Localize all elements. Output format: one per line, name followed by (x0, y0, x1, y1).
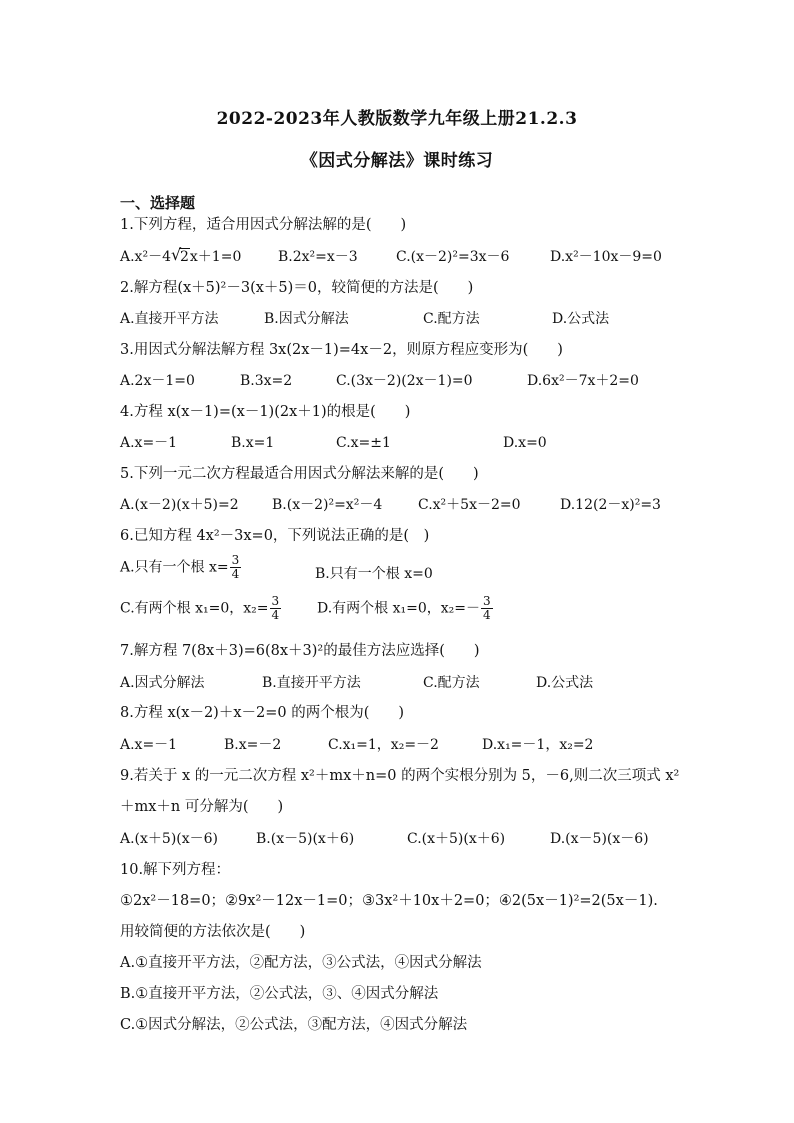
question-6-option-d (317, 595, 494, 622)
question-7-option-a: A.因式分解法 (120, 675, 205, 691)
page-title: 2022-2023年人教版数学九年级上册21.2.3 (216, 109, 578, 129)
question-7-option-c: C.配方法 (423, 675, 480, 691)
question-1-option-a (120, 247, 241, 267)
sqrt-symbol: √ 2 (170, 245, 189, 265)
question-6-option-c (120, 595, 282, 622)
question-4-option-d: D.x=0 (503, 435, 547, 451)
question-5-stem: 5.下列一元二次方程最适合用因式分解法来解的是( ) (120, 466, 479, 482)
question-6-option-a (120, 554, 242, 581)
question-10-ask: 用较简便的方法依次是( ) (120, 924, 306, 940)
option-d-text: D.有两个根 x₁=0，x₂=－ (317, 600, 481, 617)
question-2-option-d: D.公式法 (552, 311, 610, 327)
option-a-text: A.x²－4 (120, 249, 171, 265)
question-3-option-b: B.3x=2 (240, 373, 293, 389)
question-5-option-b: B.(x－2)²=x²－4 (272, 497, 383, 513)
question-3-option-a: A.2x－1=0 (120, 373, 195, 389)
question-4-option-b: B.x=1 (231, 435, 275, 451)
question-6-option-b: B.只有一个根 x=0 (315, 566, 433, 582)
section-heading: 一、选择题 (120, 194, 196, 212)
question-7-option-d: D.公式法 (536, 675, 594, 691)
question-10-equations: ①2x²－18=0；②9x²－12x－1=0；③3x²＋10x＋2=0；④2(5x－1)²=2(5x－1). (120, 893, 658, 909)
question-9-option-d: D.(x－5)(x－6) (550, 831, 649, 847)
question-1-option-b: B.2x²=x－3 (278, 249, 358, 265)
question-5-option-d: D.12(2－x)²=3 (560, 497, 661, 513)
question-9-option-a: A.(x＋5)(x－6) (120, 831, 219, 847)
question-1-stem: 1.下列方程，适合用因式分解法解的是( ) (120, 217, 407, 233)
question-2-option-a: A.直接开平方法 (120, 311, 219, 327)
fraction: $\frac{3}{4}$ (483, 594, 491, 622)
question-7-stem: 7.解方程 7(8x＋3)=6(8x＋3)²的最佳方法应选择( ) (120, 643, 480, 659)
question-4-option-a: A.x=－1 (120, 435, 178, 451)
question-10-stem: 10.解下列方程： (120, 862, 231, 878)
question-10-option-c: C.①因式分解法，②公式法，③配方法，④因式分解法 (120, 1017, 468, 1033)
question-6-stem: 6.已知方程 4x²－3x=0，下列说法正确的是( ) (120, 528, 430, 544)
question-9-stem-continued: ＋mx＋n 可分解为( ) (120, 799, 284, 815)
question-4-stem: 4.方程 x(x－1)=(x－1)(2x＋1)的根是( ) (120, 404, 411, 420)
question-2-option-c: C.配方法 (423, 311, 480, 327)
option-a-text: A.只有一个根 x= (120, 559, 229, 576)
question-1-option-c: C.(x－2)²=3x－6 (396, 249, 510, 265)
fraction: $\frac{3}{4}$ (271, 594, 280, 622)
question-3-stem: 3.用因式分解法解方程 3x(2x－1)=4x－2，则原方程应变形为( ) (120, 342, 563, 358)
option-c-text: C.有两个根 x₁=0，x₂= (120, 600, 269, 617)
question-5-option-a: A.(x－2)(x＋5)=2 (120, 497, 239, 513)
question-3-option-c: C.(3x－2)(2x－1)=0 (336, 373, 473, 389)
question-8-option-b: B.x=－2 (224, 737, 282, 753)
question-10-option-a: A.①直接开平方法，②配方法，③公式法，④因式分解法 (120, 955, 482, 971)
question-8-stem: 8.方程 x(x－2)＋x－2=0 的两个根为( ) (120, 705, 405, 721)
option-a-text-tail: x＋1=0 (189, 249, 242, 265)
question-8-option-d: D.x₁=－1，x₂=2 (482, 737, 594, 753)
question-2-option-b: B.因式分解法 (264, 311, 349, 327)
question-10-option-b: B.①直接开平方法，②公式法，③、④因式分解法 (120, 986, 439, 1002)
question-2-stem: 2.解方程(x＋5)²－3(x＋5)＝0，较简便的方法是( ) (120, 280, 474, 296)
page-subtitle: 《因式分解法》课时练习 (300, 151, 494, 171)
question-8-option-a: A.x=－1 (120, 737, 178, 753)
question-3-option-d: D.6x²－7x＋2=0 (527, 373, 639, 389)
fraction: $\frac{3}{4}$ (231, 553, 240, 581)
question-4-option-c: C.x=±1 (336, 435, 391, 451)
question-5-option-c: C.x²＋5x－2=0 (418, 497, 521, 513)
question-8-option-c: C.x₁=1，x₂=－2 (328, 737, 439, 753)
question-7-option-b: B.直接开平方法 (262, 675, 361, 691)
question-1-option-d: D.x²－10x－9=0 (550, 249, 662, 265)
question-9-option-b: B.(x－5)(x＋6) (256, 831, 355, 847)
question-9-stem: 9.若关于 x 的一元二次方程 x²＋mx＋n=0 的两个实根分别为 5，－6,则二次三项式 x² (120, 768, 680, 784)
question-9-option-c: C.(x＋5)(x＋6) (407, 831, 506, 847)
